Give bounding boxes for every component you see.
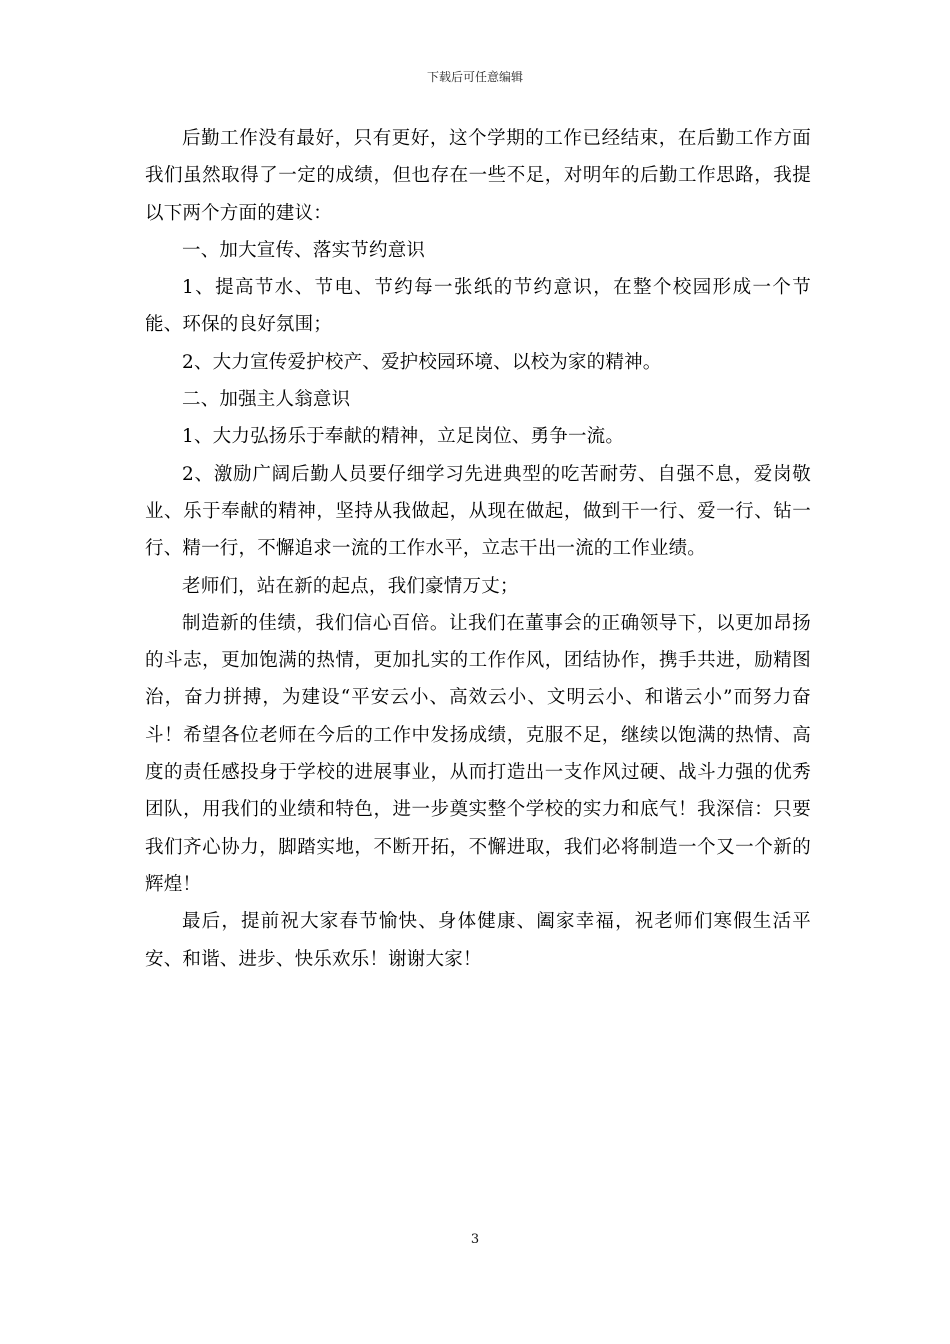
page-number: 3: [470, 1232, 480, 1247]
paragraph-address: 老师们，站在新的起点，我们豪情万丈；: [182, 575, 519, 597]
paragraph-item: 2、激励广阔后勤人员要仔细学习先进典型的吃苦耐劳、自强不息，爱岗敬业、乐于奉献的精神，坚持从我做起，从现在做起，做到干一行、爱一行、钻一行、精一行，不懈追求一流的工作水平，立志干出一流的工作业绩。: [145, 463, 811, 560]
document-body: [145, 120, 811, 978]
header-note: 下载后可任意编辑: [426, 70, 523, 84]
paragraph-intro: 后勤工作没有最好，只有更好，这个学期的工作已经结束，在后勤工作方面我们虽然取得了一定的成绩，但也存在一些不足，对明年的后勤工作思路，我提以下两个方面的建议：: [145, 128, 811, 224]
section-heading-1: 一、加大宣传、落实节约意识: [182, 239, 426, 261]
section-heading-2: 二、加强主人翁意识: [182, 389, 351, 411]
paragraph-item: 1、提高节水、节电、节约每一张纸的节约意识，在整个校园形成一个节能、环保的良好氛围；: [145, 277, 811, 336]
paragraph-body: 制造新的佳绩，我们信心百倍。让我们在董事会的正确领导下，以更加昂扬的斗志，更加饱满的热情，更加扎实的工作作风，团结协作，携手共进，励精图治，奋力拼搏，为建设“平安云小、高效云小、文明云小、和谐云小”而努力奋斗！希望各位老师在今后的工作中发扬成绩，克服不足，继续以饱满的热情、高度的责任感投身于学校的进展事业，从而打造出一支作风过硬、战斗力强的优秀团队，用我们的业绩和特色，进一步奠实整个学校的实力和底气！我深信：只要我们齐心协力，脚踏实地，不断开拓，不懈进取，我们必将制造一个又一个新的辉煌！: [145, 612, 811, 895]
paragraph-item: 2、大力宣传爱护校产、爱护校园环境、以校为家的精神。: [182, 351, 662, 373]
paragraph-item: 1、大力弘扬乐于奉献的精神，立足岗位、勇争一流。: [182, 426, 625, 448]
paragraph-closing: 最后，提前祝大家春节愉快、身体健康、阖家幸福，祝老师们寒假生活平安、和谐、进步、快乐欢乐！谢谢大家！: [145, 911, 811, 970]
